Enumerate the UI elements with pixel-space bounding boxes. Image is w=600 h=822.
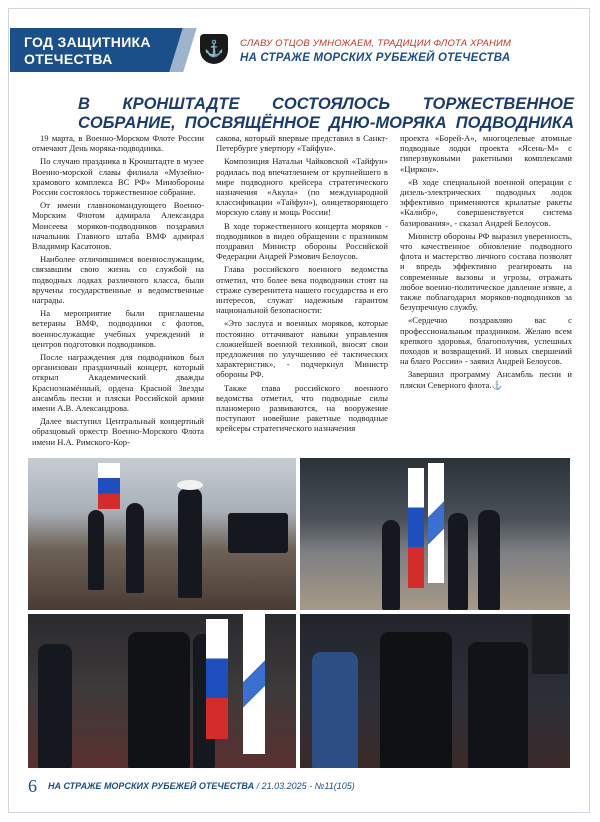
paragraph: Наиболее отличившимся военнослужащим, связавшим свою жизнь со службой на подводных лодках различного класса, были вручены государственные и ведомственные награды. [32, 254, 204, 306]
photo-flag [98, 463, 120, 509]
photo-figure [448, 513, 468, 610]
photo-flag [408, 468, 424, 588]
photo-speaker-at-podium [28, 614, 296, 768]
photo-figure [468, 642, 528, 768]
paragraph: Композиция Натальи Чайковской «Тайфун» родилась под впечатлением от крупнейшего в мире подводного крейсера стратегического назначения «Акула» (по международной классификации «Тайфун»), олицетворяющего морскую славу и мощь России! [216, 156, 388, 218]
footer-title: НА СТРАЖЕ МОРСКИХ РУБЕЖЕЙ ОТЕЧЕСТВА [48, 781, 255, 791]
photo-flag [206, 619, 228, 739]
paragraph [400, 369, 572, 389]
footer-issue: / 21.03.2025 - №11(105) [256, 781, 355, 791]
article-title: В КРОНШТАДТЕ СОСТОЯЛОСЬ ТОРЖЕСТВЕННОЕ СОБРАНИЕ, ПОСВЯЩЁННОЕ ДНЮ-МОРЯКА ПОДВОДНИКА [78, 95, 574, 132]
photo-figure [177, 480, 203, 490]
photo-figure [126, 503, 144, 593]
photo-figure [88, 510, 104, 590]
paragraph: «Сердечно поздравляю вас с профессиональным праздником. Желаю всем крепкого здоровья, благополучия, успешных походов и возвращений. И новых свершений на благо России» - заявил Андрей Белоусов. [400, 315, 572, 367]
photo-flag-bearers [300, 458, 570, 610]
paragraph: По случаю праздника в Кронштадте в музее Военно-морской славы филиала «Музейно-храмового комплекса ВС РФ» Минобороны России состоялось торжественное собрание. [32, 156, 204, 198]
header-motto: СЛАВУ ОТЦОВ УМНОЖАЕМ, ТРАДИЦИИ ФЛОТА ХРАНИМ [240, 38, 512, 49]
paragraph: В ходе торжественного концерта моряков - подводников в видео обращении с празником поздравил Министр обороны Российской Федерации Андрей Рэмович Белоусов. [216, 220, 388, 262]
photo-figure [312, 652, 358, 768]
paragraph-text: Завершил программу Ансамбль песни и пляски Северного флота. [400, 369, 572, 390]
photo-figure [38, 644, 72, 768]
paragraph: После награждения для подводников был организован праздничный концерт, который открыл Академический дважды Краснознамённый, ордена Красной Звезды ансамбль песни и пляски Российской армии имени А.В. Александрова. [32, 352, 204, 414]
paragraph: сакова, который впервые представил в Санкт-Петербурге увертюру «Тайфун». [216, 133, 388, 154]
article-column-2 [216, 133, 388, 451]
photo-officials [300, 614, 570, 768]
photo-figure [532, 614, 568, 674]
photo-flag [428, 463, 444, 583]
page-number: 6 [28, 776, 37, 796]
photo-figure [380, 632, 452, 768]
anchor-icon: ⚓ [491, 379, 503, 390]
photo-figure [478, 510, 500, 610]
paragraph: «В ходе специальной военной операции с дизель-электрических подводных лодок эффективно применяются крылатые ракеты «Калибр», совершенствуется система базирования», - сказал Андрей Белоусов. [400, 176, 572, 228]
photo-figure [382, 520, 400, 610]
article-body [32, 133, 572, 451]
section-label: ГОД ЗАЩИТНИКА ОТЕЧЕСТВА [10, 28, 175, 72]
footer-publication [48, 781, 355, 791]
photo-figure [128, 632, 190, 768]
paragraph: 19 марта, в Военно-Морском Флоте России отмечают День моряка-подводника. [32, 133, 204, 154]
photo-honor-guard-march [28, 458, 296, 610]
paragraph: От имени главнокомандующего Военно-Морским Флотом адмирала Александра Моисеева моряков-подводников поздравил начальник Главного штаба ВМФ адмирал Владимир Касатонов. [32, 200, 204, 252]
header-publication: НА СТРАЖЕ МОРСКИХ РУБЕЖЕЙ ОТЕЧЕСТВА [240, 52, 511, 64]
naval-emblem-icon: ⚓ [200, 34, 228, 64]
paragraph: проекта «Борей-А», многоцелевые атомные подводные лодки проекта «Ясень-М» с гиперзвуковыми ракетными комплексами «Циркон». [400, 133, 572, 174]
photo-figure [228, 513, 288, 553]
article-column-1 [32, 133, 204, 451]
paragraph: «Это заслуга и военных моряков, которые постоянно оттачивают навыки управления сложнейшей военной техникой, вносят свои предложения по улучшению её тактических характеристик», - подчеркнул Министр обороны РФ. [216, 318, 388, 380]
paragraph: Глава российского военного ведомства отметил, что более века подводники стоят на страже суверенитета нашего государства и его интересов, служат надежным гарантом национальной безопасности: [216, 264, 388, 316]
paragraph: На мероприятие были приглашены ветераны ВМФ, подводники с флотов, военнослужащие учебных учреждений и центров подготовки подводников. [32, 308, 204, 349]
paragraph: Далее выступил Центральный концертный образцовый оркестр Военно-Морского Флота имени Н.А. Римского-Кор- [32, 416, 204, 447]
paragraph: Также глава российского военного ведомства отметил, что подводные силы планомерно развиваются, на вооружение поступают новейшие ракетные подводные крейсеры стратегического назначения [216, 382, 388, 434]
photo-flag [243, 614, 265, 754]
paragraph: Министр обороны РФ выразил уверенность, что качественное обновление подводного флота и мастерство личного состава позволят и впредь эффективно реагировать на современные вызовы и угрозы, отражать любое военно-политическое давление извне, а также поблагодарил моряков-подводников за безупречную службу. [400, 230, 572, 313]
photo-figure [178, 488, 202, 598]
article-column-3 [400, 133, 572, 451]
